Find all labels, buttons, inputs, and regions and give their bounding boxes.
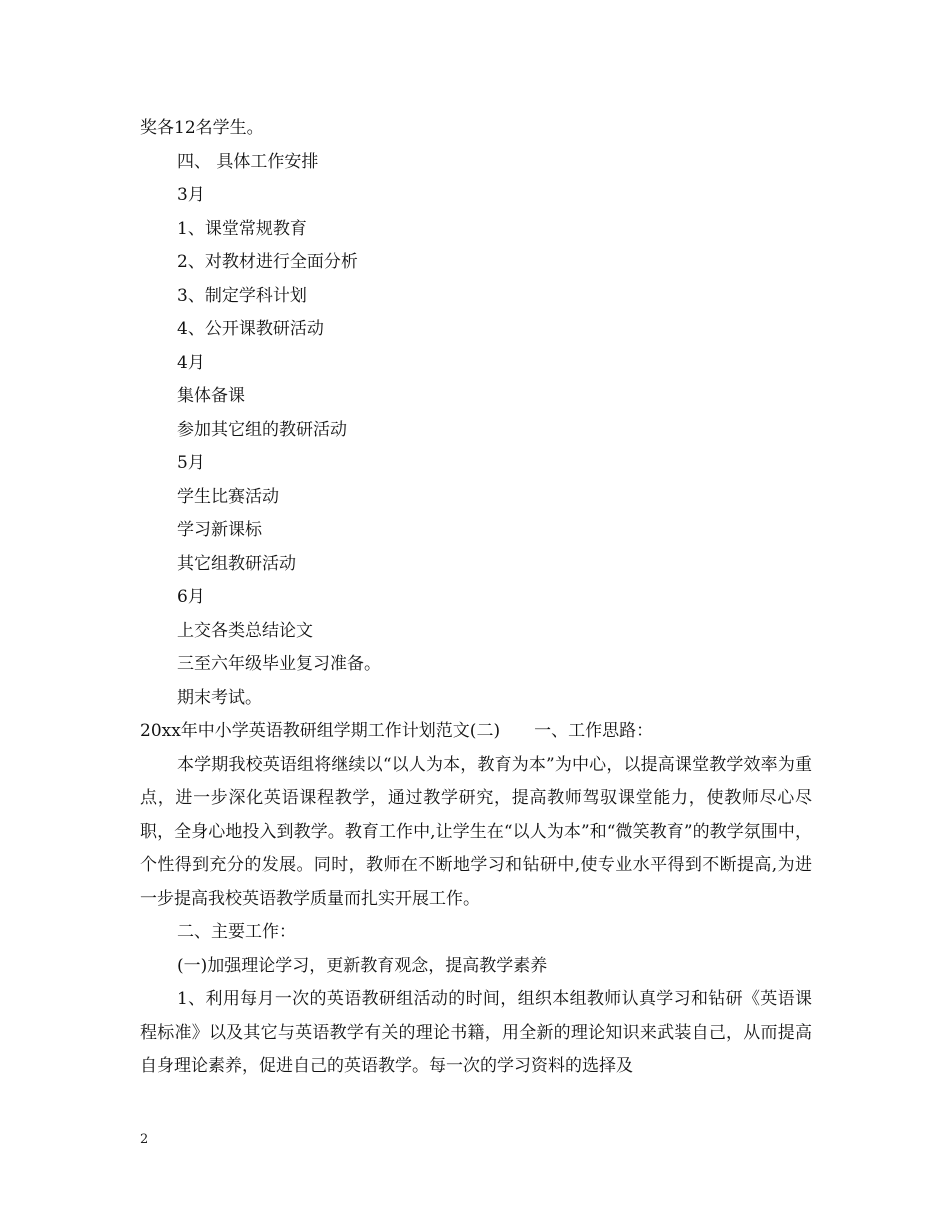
page-content — [140, 112, 812, 1084]
list-item: 集体备课 — [177, 386, 245, 406]
paragraph-work-ideas: 本学期我校英语组将继续以“以人为本，教育为本”为中心，以提高课堂教学效率为重点，进一步深化英语课程教学，通过教学研究，提高教师驾驭课堂能力，使教师尽心尽职，全身心地投入到教学。教育工作中,让学生在“以人为本”和“微笑教育”的教学氛围中，个性得到充分的发展。同时，教师在不断地学习和钻研中,使专业水平得到不断提高,为进一步提高我校英语教学质量而扎实开展工作。 — [140, 754, 812, 909]
paragraph-theory-study: 1、利用每月一次的英语教研组活动的时间，组织本组教师认真学习和钻研《英语课程标准》以及其它与英语教学有关的理论书籍，用全新的理论知识来武装自己，从而提高自身理论素养，促进自己的英语教学。每一次的学习资料的选择及 — [140, 989, 812, 1076]
section-title-line — [140, 715, 812, 749]
list-item: 三至六年级毕业复习准备。 — [177, 654, 381, 674]
list-item: 3、制定学科计划 — [177, 285, 307, 306]
month-label: 6月 — [177, 587, 205, 607]
text-line: 奖各12名学生。 — [140, 118, 264, 138]
section-subheading: 一、工作思路： — [534, 721, 654, 741]
page-number: 2 — [140, 1132, 149, 1147]
list-item: 参加其它组的教研活动 — [177, 419, 347, 440]
list-item: 1、课堂常规教育 — [177, 218, 307, 239]
heading-theory-study: (一)加强理论学习，更新教育观念，提高教学素养 — [177, 955, 548, 976]
month-label: 4月 — [177, 352, 205, 373]
list-item: 其它组教研活动 — [177, 553, 296, 574]
list-item: 期末考试。 — [177, 687, 262, 708]
section-heading: 四、 具体工作安排 — [177, 151, 319, 172]
list-item: 学习新课标 — [177, 520, 262, 540]
heading-main-work: 二、主要工作： — [177, 922, 296, 942]
month-label: 3月 — [177, 185, 205, 205]
list-item: 上交各类总结论文 — [177, 620, 313, 641]
list-item: 学生比赛活动 — [177, 486, 279, 507]
month-label: 5月 — [177, 453, 205, 473]
list-item: 2、对教材进行全面分析 — [177, 252, 358, 272]
section-title: 20xx年中小学英语教研组学期工作计划范文(二) — [140, 721, 501, 741]
list-item: 4、公开课教研活动 — [177, 319, 324, 339]
